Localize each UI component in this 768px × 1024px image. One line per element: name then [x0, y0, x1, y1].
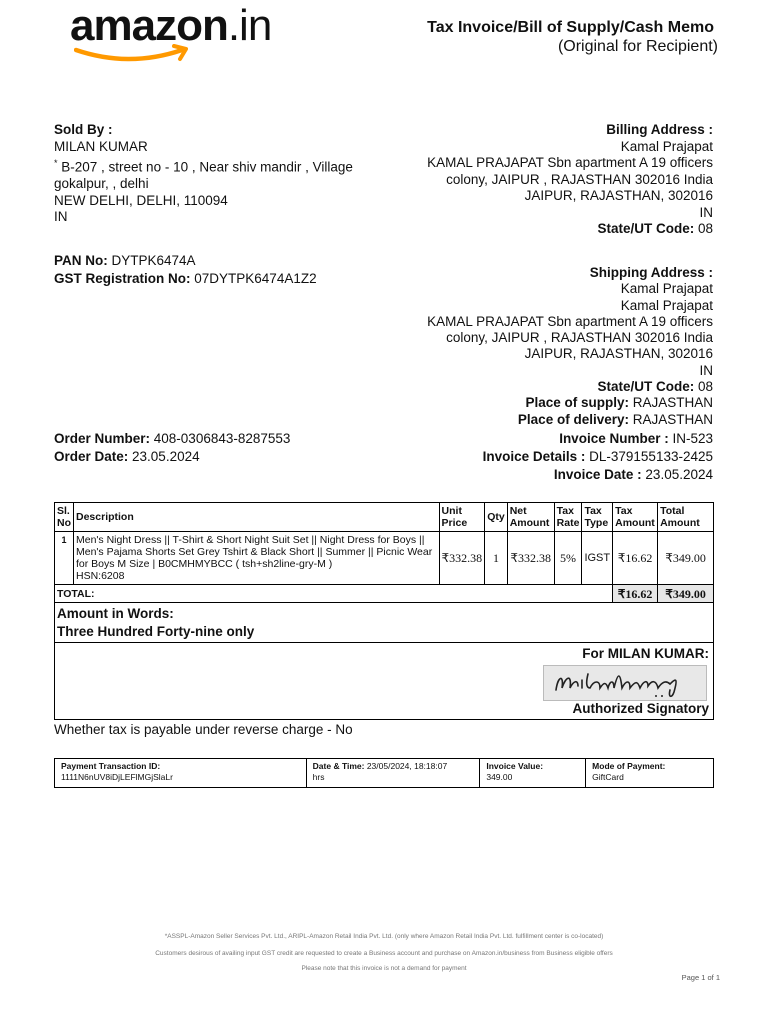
col-qty: Qty — [485, 503, 508, 532]
order-block — [54, 430, 290, 466]
row-tax-rate: 5% — [554, 532, 582, 585]
col-net-amount: Net Amount — [507, 503, 554, 532]
payment-mode-label: Mode of Payment: — [592, 761, 666, 771]
col-tax-amount: Tax Amount — [613, 503, 658, 532]
table-row — [55, 532, 714, 585]
invoice-title: Tax Invoice/Bill of Supply/Cash Memo — [427, 19, 714, 36]
logo-tld: .in — [227, 1, 272, 50]
invoice-details-label: Invoice Details : — [482, 449, 586, 464]
footer-note-2: Customers desirous of availing input GST credit are requested to create a Business account and purchase on Amazon.in/business from Business eligible offers — [155, 950, 613, 957]
amount-in-words-label: Amount in Words: — [57, 606, 174, 621]
shipping-line2: colony, JAIPUR , RAJASTHAN 302016 India — [446, 330, 713, 346]
payment-datetime-suffix: hrs — [312, 771, 325, 782]
payment-value-cell — [480, 759, 586, 788]
payment-value-label: Invoice Value: — [486, 761, 544, 771]
billing-line3: JAIPUR, RAJASTHAN, 302016 — [524, 188, 713, 203]
page-number: Page 1 of 1 — [681, 973, 720, 982]
row-hsn: HSN:6208 — [76, 570, 125, 582]
payment-txn-label: Payment Transaction ID: — [61, 761, 161, 771]
place-of-supply — [353, 395, 713, 411]
col-total-amount: Total Amount — [658, 503, 714, 532]
billing-state-code-label: State/UT Code: — [597, 221, 695, 236]
order-number — [54, 430, 290, 448]
payment-datetime-value: 23/05/2024, 18:18:07 — [364, 761, 448, 771]
billing-state-code — [353, 221, 713, 238]
payment-mode: GiftCard — [592, 771, 624, 782]
table-header-row — [55, 503, 714, 532]
place-of-supply-label: Place of supply: — [525, 395, 629, 411]
row-unit-price: ₹332.38 — [439, 532, 485, 585]
billing-label: Billing Address : — [606, 122, 713, 137]
billing-name: Kamal Prajapat — [620, 138, 713, 154]
payment-value: 349.00 — [486, 771, 513, 782]
order-number-label: Order Number: — [54, 431, 151, 446]
amazon-logo — [70, 1, 310, 68]
shipping-state-code-value: 08 — [694, 379, 713, 395]
row-tax-amount: ₹16.62 — [613, 532, 658, 585]
billing-address-block — [353, 122, 713, 238]
footer-note-1: *ASSPL-Amazon Seller Services Pvt. Ltd., ARIPL-Amazon Retail India Pvt. Ltd. (only where Amazon Retail India Pvt. Ltd. fulfillment center is co-located) — [164, 933, 604, 940]
invoice-subtitle: (Original for Recipient) — [557, 38, 718, 55]
seller-name: MILAN KUMAR — [54, 138, 148, 154]
billing-country: IN — [699, 204, 713, 220]
seller-country: IN — [54, 209, 68, 224]
sold-by-block — [54, 122, 394, 226]
row-total-amount: ₹349.00 — [658, 532, 714, 585]
invoice-number-value: IN-523 — [668, 431, 713, 446]
pan-value: DYTPK6474A — [107, 253, 196, 268]
billing-state-code-value: 08 — [694, 221, 713, 236]
payment-row — [55, 759, 714, 788]
invoice-meta-block — [483, 430, 713, 484]
invoice-date — [483, 466, 713, 484]
total-tax-amount: ₹16.62 — [613, 585, 658, 603]
payment-datetime-label: Date & Time: — [312, 761, 365, 771]
sold-by-label: Sold By : — [54, 122, 113, 137]
footer-note-3: Please note that this invoice is not a demand for payment — [301, 965, 467, 972]
invoice-number — [483, 430, 713, 448]
reverse-charge-note: Whether tax is payable under reverse charge - No — [54, 722, 353, 737]
pan-label: PAN No: — [54, 253, 108, 268]
amount-in-words-box — [54, 603, 714, 643]
shipping-line3: JAIPUR, RAJASTHAN, 302016 — [524, 346, 713, 362]
col-unit-price: Unit Price — [439, 503, 485, 532]
signature-image — [543, 665, 707, 701]
gst-value: 07DYTPK6474A1Z2 — [190, 271, 317, 286]
row-qty: 1 — [485, 532, 508, 585]
logo-name: amazon — [70, 1, 228, 50]
seller-address-line3: NEW DELHI, DELHI, 110094 — [54, 192, 228, 208]
authorized-signatory-label: Authorized Signatory — [572, 701, 709, 716]
smile-arrow-icon — [74, 44, 194, 66]
col-sl: Sl. No — [55, 503, 74, 532]
payment-mode-cell — [586, 759, 714, 788]
total-amount: ₹349.00 — [658, 585, 714, 603]
order-number-value: 408-0306843-8287553 — [150, 431, 291, 446]
table-total-row — [55, 585, 714, 603]
order-date-label: Order Date: — [54, 449, 129, 464]
row-net-amount: ₹332.38 — [507, 532, 554, 585]
col-description: Description — [74, 503, 440, 532]
signatory-box — [54, 642, 714, 720]
row-sl: 1 — [55, 532, 74, 585]
shipping-name1: Kamal Prajapat — [620, 281, 713, 297]
shipping-state-code — [353, 379, 713, 395]
gst-label: GST Registration No: — [54, 271, 191, 286]
seller-address-text1: B-207 , street no - 10 , Near shiv mandir , Village — [57, 159, 353, 175]
order-date — [54, 448, 290, 466]
invoice-date-value: 23.05.2024 — [641, 467, 713, 482]
shipping-name2: Kamal Prajapat — [620, 297, 713, 313]
order-date-value: 23.05.2024 — [128, 449, 200, 464]
row-description — [74, 532, 440, 585]
billing-line1: KAMAL PRAJAPAT Sbn apartment A 19 officers — [427, 155, 713, 170]
col-tax-type: Tax Type — [582, 503, 613, 532]
invoice-date-label: Invoice Date : — [553, 467, 642, 482]
row-description-text: Men's Night Dress || T-Shirt & Short Night Suit Set || Night Dress for Boys || Men's Pajama Shorts Set Grey Tshirt & Black Short || Summer || Picnic Wear for Boys M Size | B0CMHMYBCC ( tsh+sh2line-gry-M ) — [76, 534, 433, 570]
line-items-table — [54, 502, 714, 603]
col-tax-rate: Tax Rate — [554, 503, 582, 532]
payment-datetime-cell — [306, 759, 480, 788]
payment-table — [54, 758, 714, 788]
amount-in-words-value: Three Hundred Forty-nine only — [57, 624, 255, 639]
billing-line2: colony, JAIPUR , RAJASTHAN 302016 India — [446, 171, 713, 187]
place-of-delivery — [353, 412, 713, 428]
place-of-delivery-value: RAJASTHAN — [628, 411, 713, 427]
payment-txn-id: 1111N6nUV8iDjLEFlMGjSlaLr — [61, 771, 173, 782]
shipping-line1: KAMAL PRAJAPAT Sbn apartment A 19 officers — [427, 313, 713, 329]
place-of-delivery-label: Place of delivery: — [517, 411, 629, 427]
footnote-star: * — [54, 158, 58, 168]
invoice-number-label: Invoice Number : — [559, 431, 669, 446]
logo-wordmark — [70, 1, 310, 50]
row-tax-type: IGST — [582, 532, 613, 585]
seller-address-line2: gokalpur, , delhi — [54, 176, 149, 191]
for-seller-label: For MILAN KUMAR: — [582, 646, 709, 661]
total-label: TOTAL: — [55, 585, 613, 603]
seller-address-line1 — [54, 155, 394, 176]
tax-ids-block — [54, 252, 317, 288]
shipping-state-code-label: State/UT Code: — [597, 379, 695, 395]
invoice-details — [483, 448, 713, 466]
place-of-supply-value: RAJASTHAN — [628, 395, 713, 411]
shipping-country: IN — [699, 362, 713, 378]
shipping-address-block — [353, 265, 713, 428]
pan-row — [54, 252, 317, 270]
shipping-label: Shipping Address : — [589, 265, 713, 280]
gst-row — [54, 270, 317, 288]
payment-txn-cell — [55, 759, 307, 788]
handwritten-signature — [544, 666, 708, 702]
invoice-details-value: DL-379155133-2425 — [585, 449, 713, 464]
